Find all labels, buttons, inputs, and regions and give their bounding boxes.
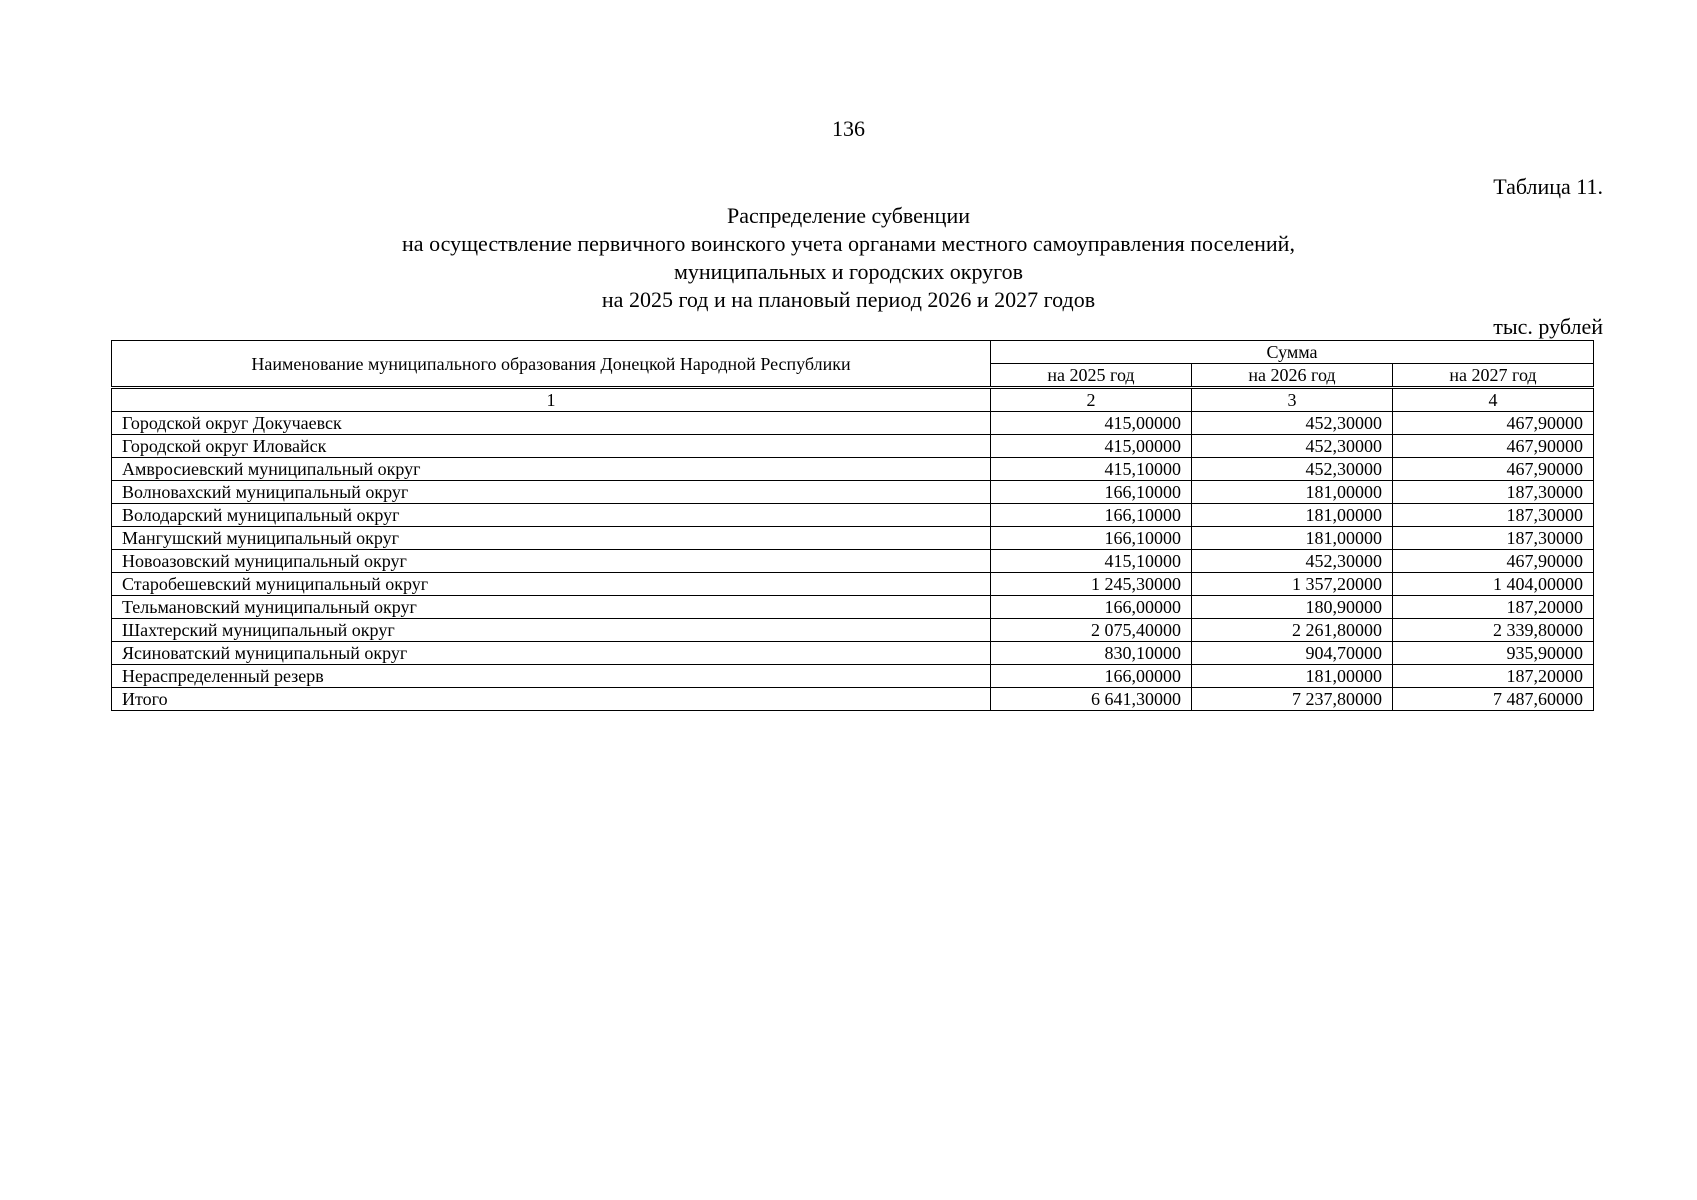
row-name-cell: Волновахский муниципальный округ <box>112 481 991 504</box>
row-value-2026: 2 261,80000 <box>1192 619 1393 642</box>
row-name-cell: Ясиноватский муниципальный округ <box>112 642 991 665</box>
row-value-2026: 180,90000 <box>1192 596 1393 619</box>
row-value-2027: 467,90000 <box>1393 550 1594 573</box>
row-name-cell: Тельмановский муниципальный округ <box>112 596 991 619</box>
row-value-2026: 452,30000 <box>1192 412 1393 435</box>
table-row <box>112 596 1594 619</box>
row-value-2027: 935,90000 <box>1393 642 1594 665</box>
row-value-2025: 830,10000 <box>991 642 1192 665</box>
row-value-2026: 181,00000 <box>1192 665 1393 688</box>
column-numbering-row <box>112 388 1594 412</box>
table-row <box>112 550 1594 573</box>
row-name-cell: Городской округ Иловайск <box>112 435 991 458</box>
row-value-2027: 187,20000 <box>1393 596 1594 619</box>
row-value-2026: 1 357,20000 <box>1192 573 1393 596</box>
table-row <box>112 619 1594 642</box>
row-name-cell: Новоазовский муниципальный округ <box>112 550 991 573</box>
row-value-2025: 415,10000 <box>991 550 1192 573</box>
row-value-2027: 187,30000 <box>1393 527 1594 550</box>
row-value-2025: 2 075,40000 <box>991 619 1192 642</box>
row-value-2027: 187,30000 <box>1393 481 1594 504</box>
table-row <box>112 435 1594 458</box>
header-sum-group: Сумма <box>991 341 1594 364</box>
row-name-cell: Амвросиевский муниципальный округ <box>112 458 991 481</box>
row-value-2025: 166,00000 <box>991 665 1192 688</box>
row-name-cell: Старобешевский муниципальный округ <box>112 573 991 596</box>
table-row <box>112 412 1594 435</box>
row-value-2025: 415,00000 <box>991 412 1192 435</box>
row-value-2027: 7 487,60000 <box>1393 688 1594 711</box>
title-line: муниципальных и городских округов <box>673 259 1024 284</box>
units-label: тыс. рублей <box>1493 314 1603 339</box>
table-label: Таблица 11. <box>1493 174 1603 199</box>
header-year-2026: на 2026 год <box>1192 364 1393 388</box>
row-value-2026: 452,30000 <box>1192 550 1393 573</box>
row-value-2027: 467,90000 <box>1393 412 1594 435</box>
row-value-2027: 467,90000 <box>1393 435 1594 458</box>
row-value-2026: 181,00000 <box>1192 481 1393 504</box>
row-name-cell: Нераспределенный резерв <box>112 665 991 688</box>
row-value-2026: 904,70000 <box>1192 642 1393 665</box>
row-value-2026: 181,00000 <box>1192 527 1393 550</box>
row-name-cell: Володарский муниципальный округ <box>112 504 991 527</box>
row-name-cell: Мангушский муниципальный округ <box>112 527 991 550</box>
title-line: Распределение субвенции <box>726 203 971 228</box>
row-value-2025: 166,10000 <box>991 527 1192 550</box>
table-row <box>112 481 1594 504</box>
row-value-2027: 1 404,00000 <box>1393 573 1594 596</box>
row-value-2025: 166,10000 <box>991 504 1192 527</box>
column-number: 3 <box>1192 388 1393 412</box>
row-value-2026: 452,30000 <box>1192 435 1393 458</box>
row-value-2025: 6 641,30000 <box>991 688 1192 711</box>
row-value-2027: 187,30000 <box>1393 504 1594 527</box>
table-body <box>112 388 1594 711</box>
table-title <box>0 202 1697 314</box>
row-name-cell: Шахтерский муниципальный округ <box>112 619 991 642</box>
column-number: 1 <box>112 388 991 412</box>
row-value-2025: 415,00000 <box>991 435 1192 458</box>
table-row <box>112 665 1594 688</box>
header-year-2027: на 2027 год <box>1393 364 1594 388</box>
row-value-2025: 415,10000 <box>991 458 1192 481</box>
table-row <box>112 504 1594 527</box>
row-value-2026: 452,30000 <box>1192 458 1393 481</box>
table-row <box>112 527 1594 550</box>
row-name-cell: Городской округ Докучаевск <box>112 412 991 435</box>
table-row <box>112 642 1594 665</box>
row-value-2027: 187,20000 <box>1393 665 1594 688</box>
row-value-2026: 7 237,80000 <box>1192 688 1393 711</box>
table-row <box>112 688 1594 711</box>
row-value-2025: 1 245,30000 <box>991 573 1192 596</box>
title-line: на 2025 год и на плановый период 2026 и 2027 годов <box>601 287 1096 312</box>
table-row <box>112 573 1594 596</box>
subvention-table <box>111 340 1594 711</box>
row-name-cell: Итого <box>112 688 991 711</box>
row-value-2025: 166,10000 <box>991 481 1192 504</box>
title-line: на осуществление первичного воинского учета органами местного самоуправления поселений, <box>402 231 1295 256</box>
column-number: 4 <box>1393 388 1594 412</box>
header-name-column: Наименование муниципального образования Донецкой Народной Республики <box>112 341 991 388</box>
row-value-2027: 2 339,80000 <box>1393 619 1594 642</box>
column-number: 2 <box>991 388 1192 412</box>
row-value-2025: 166,00000 <box>991 596 1192 619</box>
row-value-2027: 467,90000 <box>1393 458 1594 481</box>
table-row <box>112 458 1594 481</box>
header-year-2025: на 2025 год <box>991 364 1192 388</box>
row-value-2026: 181,00000 <box>1192 504 1393 527</box>
page-number: 136 <box>832 116 865 141</box>
